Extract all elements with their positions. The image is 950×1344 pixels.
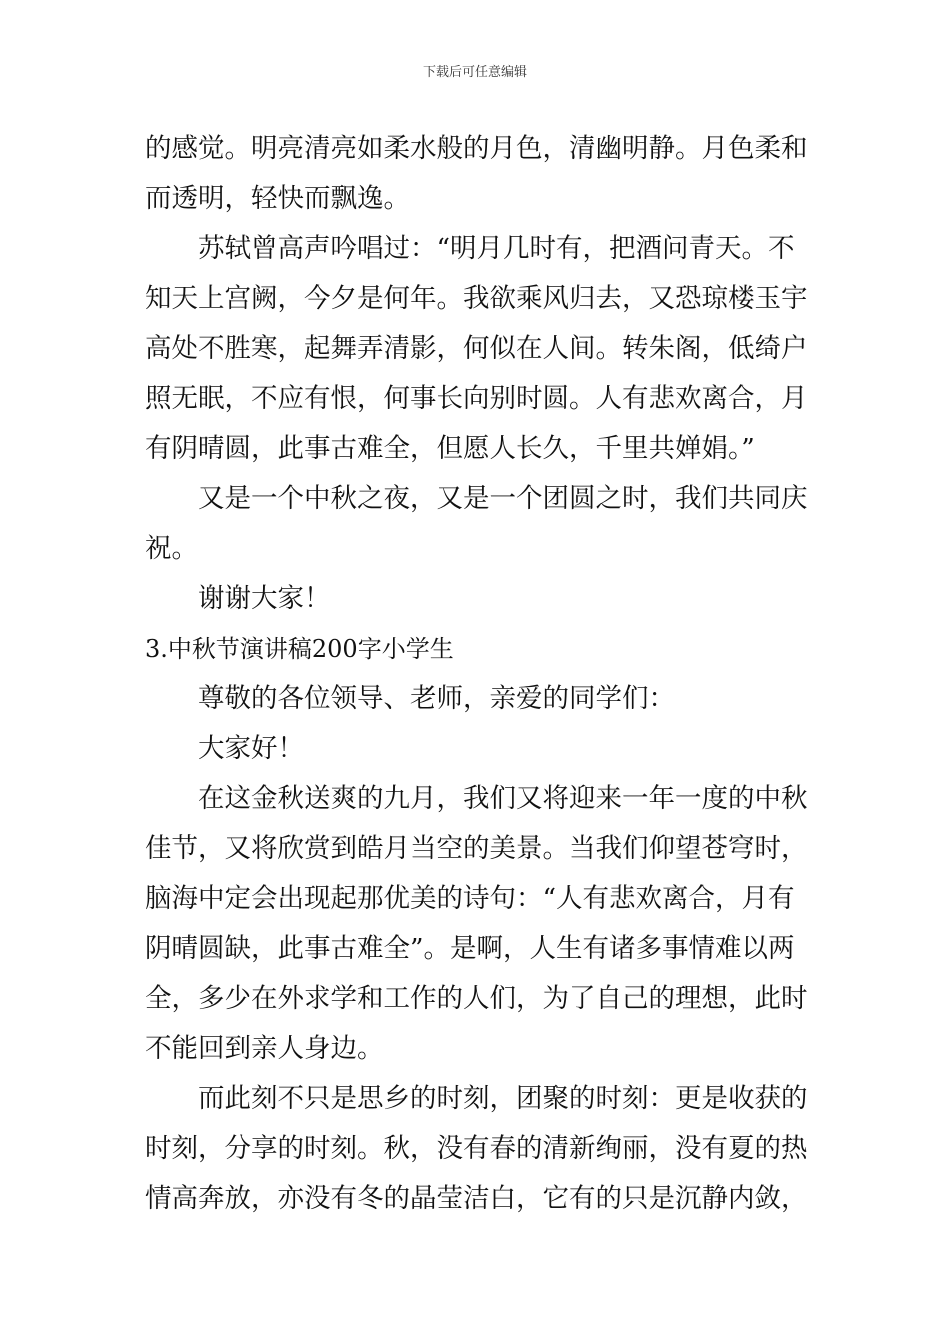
text-line: 祝。: [145, 533, 198, 564]
text-line: 不能回到亲人身边。: [145, 1033, 384, 1064]
text-line: 的感觉。明亮清亮如柔水般的月色，清幽明静。月色柔和: [145, 133, 808, 164]
text-line: 脑海中定会出现起那优美的诗句：“人有悲欢离合，月有: [145, 883, 795, 914]
text-line: 时刻，分享的时刻。秋，没有春的清新绚丽，没有夏的热: [145, 1133, 808, 1164]
section-heading: 3.中秋节演讲稿200字小学生: [145, 635, 454, 663]
text-line: 而透明，轻快而飘逸。: [145, 183, 410, 214]
text-line: 谢谢大家！: [198, 583, 331, 614]
text-line: 大家好！: [198, 733, 304, 764]
text-line: 知天上宫阙，今夕是何年。我欲乘风归去，又恐琼楼玉宇: [145, 283, 808, 314]
text-line: 而此刻不只是思乡的时刻，团聚的时刻：更是收获的: [198, 1083, 808, 1114]
text-line: 尊敬的各位领导、老师，亲爱的同学们：: [198, 683, 675, 714]
text-line: 在这金秋送爽的九月，我们又将迎来一年一度的中秋: [198, 783, 808, 814]
text-line: 照无眠，不应有恨，何事长向别时圆。人有悲欢离合，月: [145, 383, 808, 414]
page-header-note: 下载后可任意编辑: [422, 65, 527, 80]
text-line: 阴晴圆缺，此事古难全”。是啊，人生有诸多事情难以两: [145, 933, 795, 964]
text-line: 全，多少在外求学和工作的人们，为了自己的理想，此时: [145, 983, 808, 1014]
text-line: 苏轼曾高声吟唱过：“明月几时有，把酒问青天。不: [198, 233, 795, 264]
text-line: 又是一个中秋之夜，又是一个团圆之时，我们共同庆: [198, 483, 808, 514]
document-body: [145, 124, 809, 1224]
text-line: 有阴晴圆，此事古难全，但愿人长久，千里共婵娟。”: [145, 433, 755, 464]
text-line: 高处不胜寒，起舞弄清影，何似在人间。转朱阁，低绮户: [145, 333, 808, 364]
text-line: 佳节，又将欣赏到皓月当空的美景。当我们仰望苍穹时，: [145, 833, 808, 864]
text-line: 情高奔放，亦没有冬的晶莹洁白，它有的只是沉静内敛，: [145, 1183, 808, 1214]
